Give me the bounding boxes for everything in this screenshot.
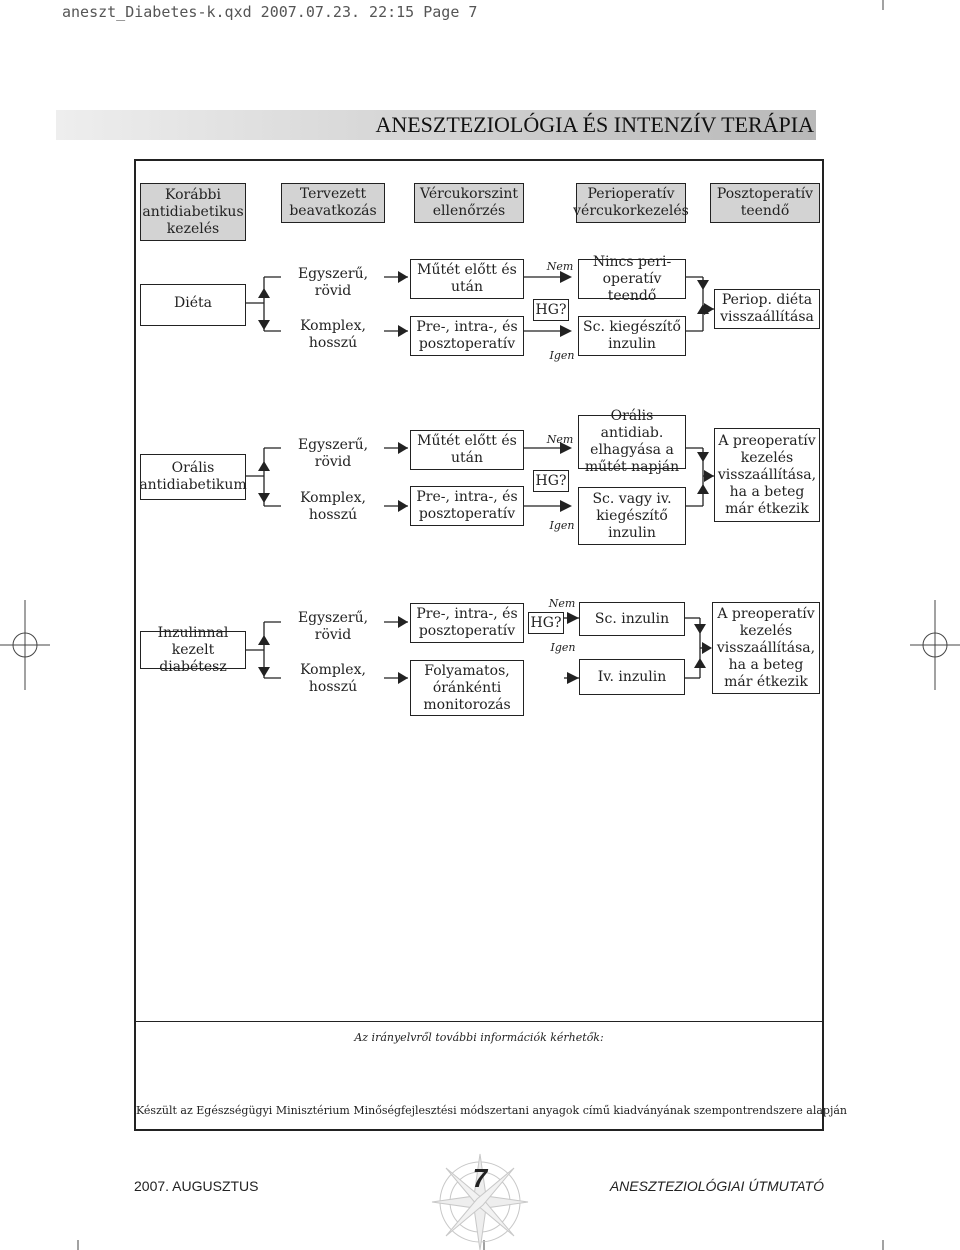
omit-oral-antidiabetic: Orális antidiab. elhagyása a műtét napján <box>578 415 686 469</box>
postop-restore-diet: Periop. diéta visszaállítása <box>714 289 820 329</box>
iv-insulin: Iv. inzulin <box>579 659 685 695</box>
branch-yes-label: Igen <box>549 349 575 362</box>
footnote-divider <box>136 1021 822 1022</box>
intervention-simple-short: Egyszerű, rövid <box>297 266 369 299</box>
hyperglycemia-decision: HG? <box>528 612 564 634</box>
continuous-hourly-monitoring: Folyamatos, óránkénti monitorozás <box>410 660 524 716</box>
column-header-previous-treatment: Korábbi antidiabetikus kezelés <box>140 183 246 241</box>
no-periop-action: Nincs peri-operatív teendő <box>578 259 686 299</box>
check-before-after-surgery: Műtét előtt és után <box>410 259 524 299</box>
row-label-diet: Diéta <box>140 284 246 326</box>
intervention-complex-long: Komplex, hosszú <box>300 662 366 695</box>
column-header-glucose-check: Vércukorszint ellenőrzés <box>414 183 524 223</box>
check-pre-intra-postop: Pre-, intra-, és posztoperatív <box>410 486 524 526</box>
branch-yes-label: Igen <box>550 641 576 654</box>
row-label-oral-antidiabetic: Orális antidiabetikum <box>140 454 246 500</box>
branch-no-label: Nem <box>546 433 574 446</box>
footer-publication: ANESZTEZIOLÓGIAI ÚTMUTATÓ <box>609 1178 824 1194</box>
print-slug-header: aneszt_Diabetes-k.qxd 2007.07.23. 22:15 Page 7 <box>62 3 478 21</box>
footnote-source: Készült az Egészségügyi Minisztérium Minőségfejlesztési módszertani anyagok című kiadványának szempontrendszere alapján <box>136 1104 848 1117</box>
postop-restore-treatment: A preoperatív kezelés visszaállítása, ha a beteg már étkezik <box>712 602 820 694</box>
intervention-simple-short: Egyszerű, rövid <box>297 437 369 470</box>
sc-or-iv-supplemental-insulin: Sc. vagy iv. kiegészítő inzulin <box>578 487 686 545</box>
column-header-planned-intervention: Tervezett beavatkozás <box>281 183 385 223</box>
intervention-simple-short: Egyszerű, rövid <box>297 610 369 643</box>
footer-date: 2007. AUGUSZTUS <box>134 1178 259 1194</box>
branch-yes-label: Igen <box>549 519 575 532</box>
page-number: 7 <box>472 1163 488 1193</box>
column-header-postop: Posztoperatív teendő <box>710 183 820 223</box>
sc-supplemental-insulin: Sc. kiegészítő inzulin <box>578 316 686 356</box>
branch-no-label: Nem <box>548 597 576 610</box>
check-pre-intra-postop: Pre-, intra-, és posztoperatív <box>410 316 524 356</box>
check-before-after-surgery: Műtét előtt és után <box>410 430 524 470</box>
hyperglycemia-decision: HG? <box>533 299 569 321</box>
column-header-periop-glucose: Perioperatív vércukorkezelés <box>576 183 686 223</box>
postop-restore-treatment: A preoperatív kezelés visszaállítása, ha a beteg már étkezik <box>714 428 820 522</box>
intervention-complex-long: Komplex, hosszú <box>300 490 366 523</box>
sc-insulin: Sc. inzulin <box>579 602 685 636</box>
intervention-complex-long: Komplex, hosszú <box>300 318 366 351</box>
footnote-info: Az irányelvről további információk kérhetők: <box>354 1031 604 1044</box>
row-label-insulin-treated: Inzulinnal kezelt diabétesz <box>140 631 246 669</box>
branch-no-label: Nem <box>546 260 574 273</box>
banner-title: ANESZTEZIOLÓGIA ÉS INTENZÍV TERÁPIA <box>375 112 814 137</box>
check-pre-intra-postop: Pre-, intra-, és posztoperatív <box>410 603 524 643</box>
hyperglycemia-decision: HG? <box>533 470 569 492</box>
